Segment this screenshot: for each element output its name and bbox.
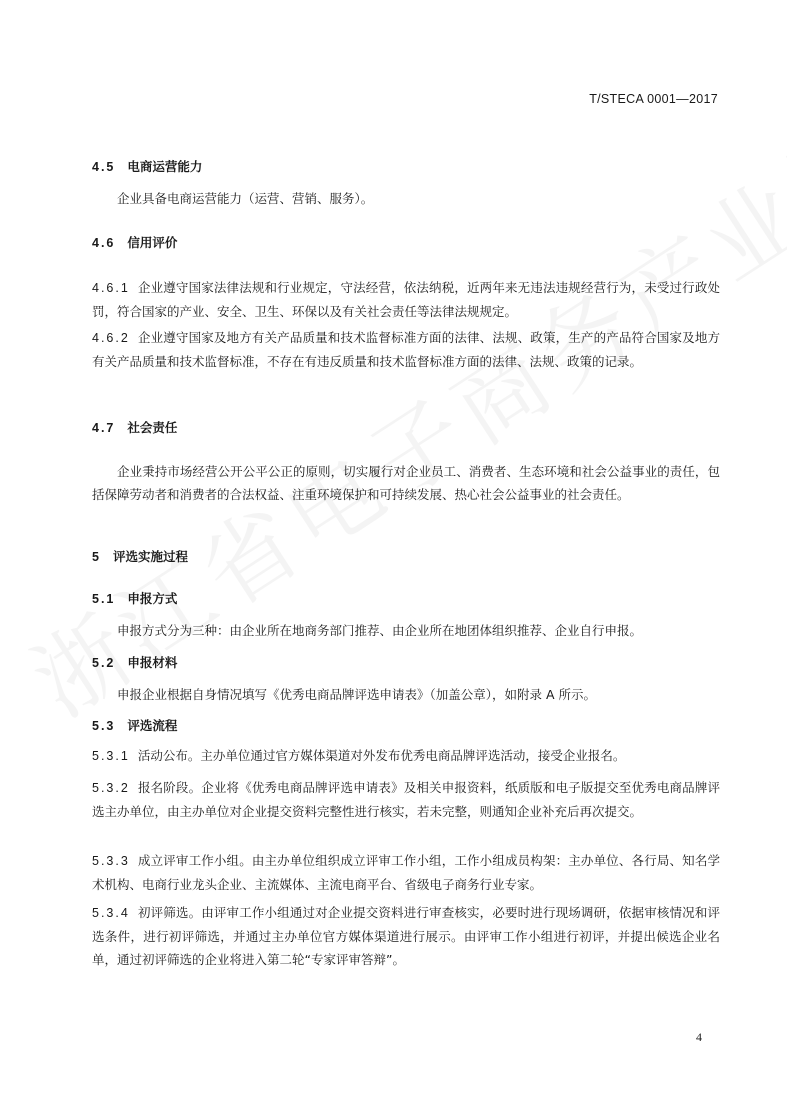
section-heading-5-1: [92, 587, 720, 611]
section-heading-4-6: [92, 231, 720, 255]
section-title: 申报方式: [127, 591, 178, 606]
section-number: 4.5: [92, 160, 116, 174]
section-title: 申报材料: [127, 655, 178, 670]
clause-4-6-1: [92, 276, 720, 323]
clause-number: 5.3.4: [92, 906, 130, 920]
section-number: 5.3: [92, 719, 116, 733]
section-title: 社会责任: [127, 420, 178, 435]
section-number: 4.7: [92, 421, 116, 435]
section-title: 评选流程: [127, 718, 178, 733]
section-heading-4-5: [92, 155, 720, 179]
clause-4-6-2: [92, 326, 720, 373]
paragraph-4-7: 企业秉持市场经营公开公平公正的原则，切实履行对企业员工、消费者、生态环境和社会公益事业的责任，包括保障劳动者和消费者的合法权益、注重环境保护和可持续发展、热心社会公益事业的社会责任。: [92, 464, 720, 502]
section-number: 5.1: [92, 592, 116, 606]
paragraph-5-2: 申报企业根据自身情况填写《优秀电商品牌评选申请表》（加盖公章），如附录 A 所示。: [117, 687, 596, 702]
clause-text: 成立评审工作小组。由主办单位组织成立评审工作小组，工作小组成员构架：主办单位、各行局、知名学术机构、电商行业龙头企业、主流媒体、主流电商平台、省级电子商务行业专家。: [92, 853, 720, 892]
section-heading-5-2: [92, 651, 720, 675]
section-heading-5-3: [92, 714, 720, 738]
clause-text: 企业遵守国家及地方有关产品质量和技术监督标准方面的法律、法规、政策，生产的产品符合国家及地方有关产品质量和技术监督标准，不存在有违反质量和技术监督标准方面的法律、法规、政策的记录。: [92, 330, 720, 369]
clause-number: 5.3.3: [92, 854, 130, 868]
section-title: 评选实施过程: [112, 549, 188, 564]
clause-5-3-3: [92, 849, 720, 896]
clause-5-3-4: [92, 901, 720, 971]
section-number: 5.2: [92, 656, 116, 670]
section-title: 信用评价: [127, 235, 178, 250]
clause-text: 企业遵守国家法律法规和行业规定，守法经营，依法纳税，近两年来无违法违规经营行为，未受过行政处罚，符合国家的产业、安全、卫生、环保以及有关社会责任等法律法规规定。: [92, 280, 720, 319]
clause-text: 初评筛选。由评审工作小组通过对企业提交资料进行审查核实，必要时进行现场调研，依据审核情况和评选条件，进行初评筛选，并通过主办单位官方媒体渠道进行展示。由评审工作小组进行初评，并提出候选企业名单，通过初评筛选的企业将进入第二轮“专家评审答辩”。: [92, 905, 720, 967]
paragraph-4-5: 企业具备电商运营能力（运营、营销、服务）。: [117, 191, 374, 206]
section-number: 4.6: [92, 236, 116, 250]
clause-text: 报名阶段。企业将《优秀电商品牌评选申请表》及相关申报资料，纸质版和电子版提交至优秀电商品牌评选主办单位，由主办单位对企业提交资料完整性进行核实，若未完整，则通知企业补充后再次提交。: [92, 780, 720, 819]
clause-number: 4.6.2: [92, 331, 130, 345]
clause-number: 5.3.1: [92, 749, 130, 763]
clause-5-3-2: [92, 776, 720, 823]
standard-code: T/STECA 0001—2017: [589, 92, 718, 106]
clause-number: 5.3.2: [92, 781, 130, 795]
section-heading-5: [92, 545, 720, 569]
clause-5-3-1: [92, 744, 720, 768]
clause-number: 4.6.1: [92, 281, 130, 295]
section-heading-4-7: [92, 416, 720, 440]
page-number: 4: [696, 1030, 702, 1044]
section-number: 5: [92, 550, 101, 564]
section-title: 电商运营能力: [127, 159, 203, 174]
paragraph-5-1: 申报方式分为三种：由企业所在地商务部门推荐、由企业所在地团体组织推荐、企业自行申报。: [117, 623, 643, 638]
clause-text: 活动公布。主办单位通过官方媒体渠道对外发布优秀电商品牌评选活动，接受企业报名。: [137, 748, 626, 763]
